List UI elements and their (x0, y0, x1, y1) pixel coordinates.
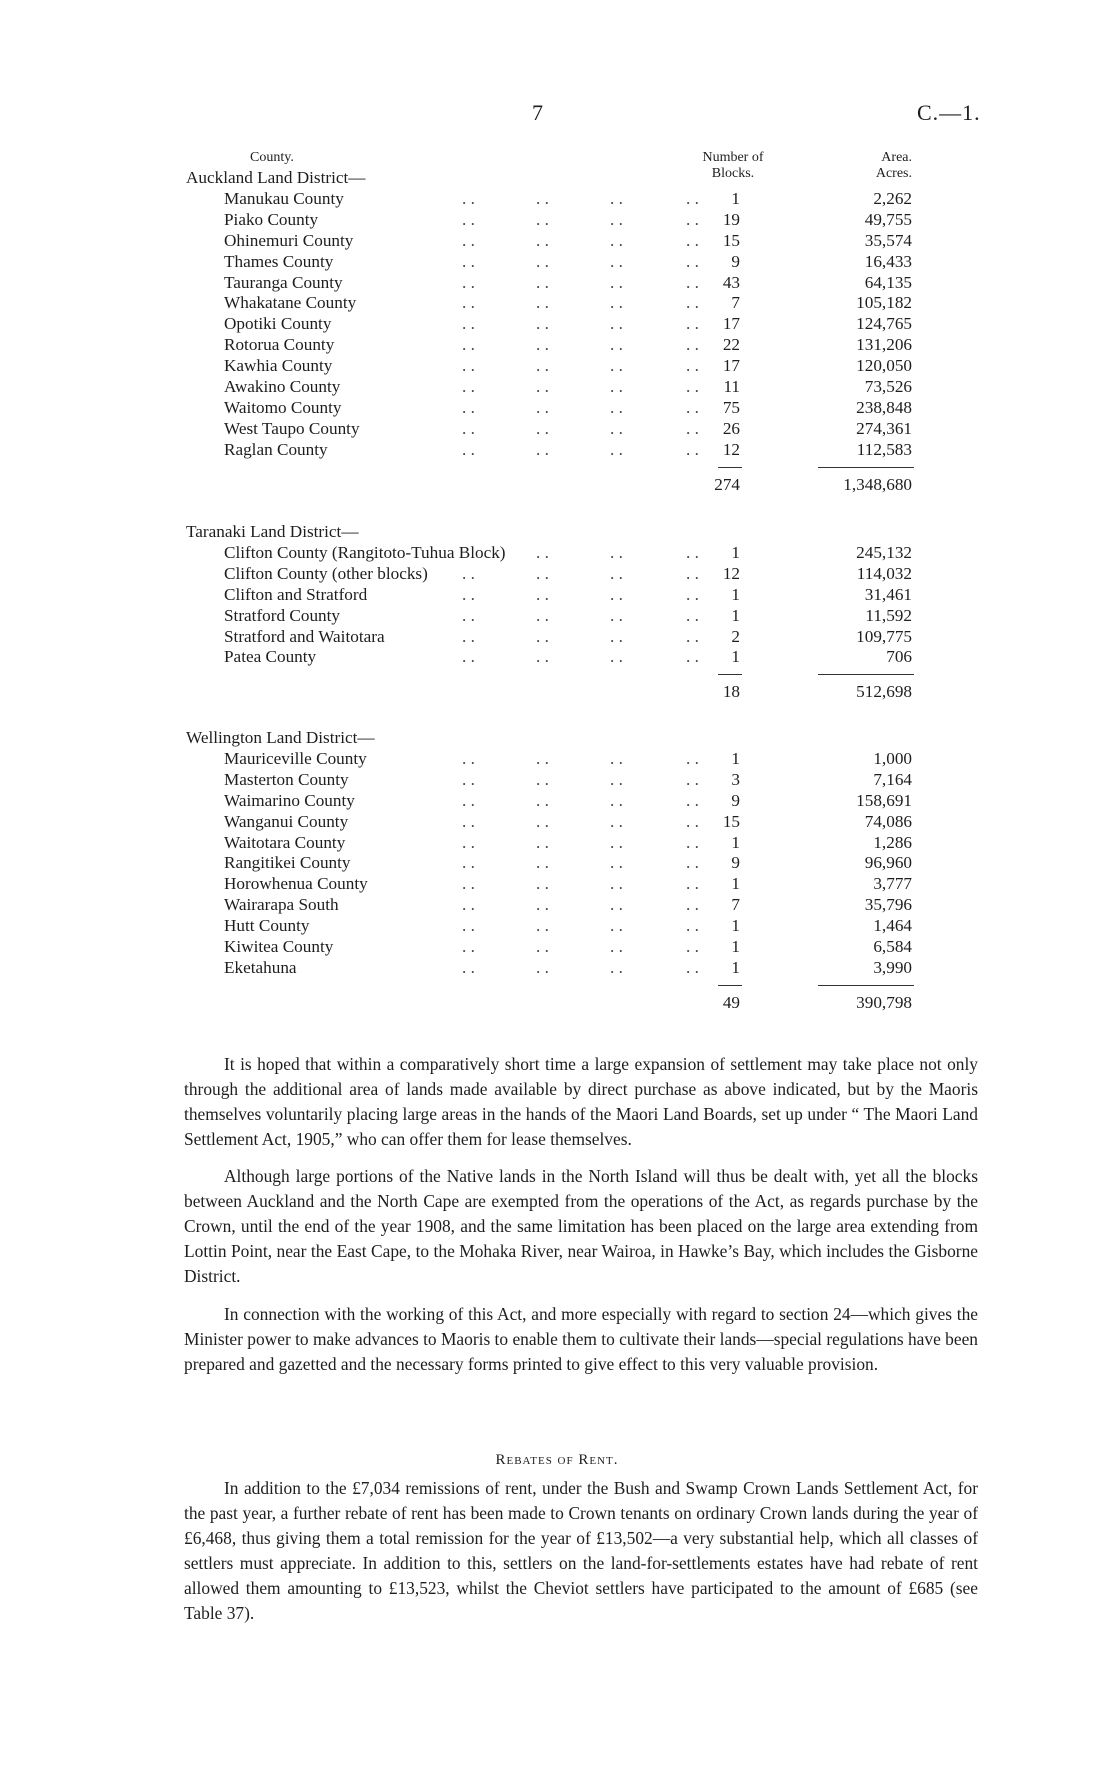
area-acres: 35,574 (864, 230, 912, 250)
table-row: Hutt County . . . . . . . . 1 1,464 (224, 916, 912, 936)
county-name: Waitomo County (224, 397, 342, 417)
area-acres: 274,361 (856, 418, 912, 438)
total-area: 390,798 (856, 992, 912, 1012)
area-acres: 109,775 (856, 626, 912, 646)
blocks-count: 1 (731, 832, 740, 852)
table-row: Tauranga County . . . . . . . . 43 64,135 (224, 272, 912, 292)
header-blocks-line2: Blocks. (711, 166, 755, 181)
table-row: Masterton County . . . . . . . . 3 7,164 (224, 769, 912, 789)
county-name: Awakino County (224, 377, 341, 396)
blocks-count: 43 (722, 272, 740, 292)
area-acres: 73,526 (864, 377, 912, 396)
district-heading: Auckland Land District— (186, 168, 366, 187)
rebates-paragraph (184, 1476, 978, 1626)
body-paragraph-text: In connection with the working of this Act, and more especially with regard to section 24—which gives the Minister power to make advances to Maoris to enable them to cultivate their lands—special regulations have been prepared and gazetted and the necessary forms printed to give effect to this very valuable provision. (184, 1304, 978, 1374)
table-row: Waitomo County . . . . . . . . 75 238,848 (224, 397, 912, 417)
body-paragraph (184, 1164, 978, 1289)
area-acres: 3,777 (873, 874, 912, 894)
county-name: Rangitikei County (224, 853, 351, 873)
rebates-paragraph-text: In addition to the £7,034 remissions of rent, under the Bush and Swamp Crown Lands Settlement Act, for the past year, a further rebate of rent has been made to Crown tenants on ordinary Crown lands during the year of £6,468, thus giving them a total remission for the year of £13,502—a very substantial help, which all classes of settlers must appreciate. In addition to this, settlers on the land-for-settlements estates have had rebate of rent allowed them amounting to £13,523, whilst the Cheviot settlers have participated to the amount of £685 (see Table 37). (184, 1478, 978, 1623)
area-acres: 1,464 (873, 916, 912, 936)
section-heading: Rebates of Rent. (495, 1452, 619, 1468)
county-name: Opotiki County (224, 314, 332, 334)
area-acres: 105,182 (856, 293, 912, 313)
area-acres: 245,132 (856, 542, 912, 562)
table-row: Awakino County . . . . . . . . 11 73,526 (224, 377, 912, 396)
county-name: Horowhenua County (224, 874, 368, 894)
area-acres: 96,960 (864, 853, 912, 873)
table-row: Clifton County (other blocks) . . . . . . . . 12 114,032 (224, 563, 912, 583)
county-name: Wanganui County (224, 811, 349, 831)
total-rule (718, 985, 742, 986)
county-name: Waimarino County (224, 790, 355, 810)
area-acres: 6,584 (873, 937, 912, 956)
total-rule (718, 467, 742, 468)
county-name: Stratford and Waitotara (224, 626, 385, 646)
blocks-count: 9 (731, 251, 740, 271)
county-name: Kiwitea County (224, 937, 334, 956)
total-row (0, 475, 1114, 495)
table-row: Kiwitea County . . . . . . . . 1 6,584 (224, 937, 912, 956)
county-name: Clifton and Stratford (224, 584, 368, 604)
area-acres: 49,755 (864, 209, 912, 229)
area-acres: 74,086 (864, 811, 912, 831)
area-acres: 114,032 (856, 563, 912, 583)
area-acres: 158,691 (856, 790, 912, 810)
county-name: Eketahuna (224, 957, 297, 977)
table-row: Waimarino County . . . . . . . . 9 158,691 (224, 790, 912, 810)
area-acres: 16,433 (864, 251, 912, 271)
table-row: Eketahuna . . . . . . . . 1 3,990 (224, 957, 912, 977)
total-row (0, 993, 1114, 1013)
blocks-count: 9 (731, 790, 740, 810)
county-name: Wairarapa South (224, 895, 339, 915)
blocks-count: 1 (731, 188, 740, 208)
area-acres: 238,848 (856, 397, 912, 417)
blocks-count: 3 (731, 769, 740, 789)
total-blocks: 274 (714, 474, 740, 494)
county-name: Thames County (224, 251, 334, 271)
blocks-count: 2 (731, 626, 740, 646)
blocks-count: 7 (731, 895, 740, 915)
county-name: Tauranga County (224, 272, 343, 292)
area-acres: 64,135 (864, 272, 912, 292)
total-area: 1,348,680 (843, 474, 912, 494)
blocks-count: 1 (731, 584, 740, 604)
blocks-count: 12 (722, 439, 740, 459)
blocks-count: 1 (731, 748, 740, 768)
blocks-count: 7 (731, 293, 740, 313)
county-name: Clifton County (Rangitoto-Tuhua Block) (224, 542, 506, 562)
county-name: Masterton County (224, 769, 349, 789)
table-row: Opotiki County . . . . . . . . 17 124,765 (224, 314, 912, 334)
blocks-count: 1 (731, 605, 740, 625)
table-row: Kawhia County . . . . . . . . 17 120,050 (224, 356, 912, 376)
county-name: Raglan County (224, 439, 328, 459)
total-row (0, 682, 1114, 702)
county-name: Piako County (224, 209, 319, 229)
blocks-count: 22 (722, 335, 740, 355)
table-row: Clifton County (Rangitoto-Tuhua Block) . . . . . . 1 245,132 (224, 542, 912, 562)
area-acres: 1,000 (873, 748, 912, 768)
body-paragraph-text: Although large portions of the Native lands in the North Island will thus be dealt with, yet all the blocks between Auckland and the North Cape are exempted from the operations of the Act, as regards purchase by the Crown, until the end of the year 1908, and the same limitation has been placed on the large area extending from Lottin Point, near the East Cape, to the Mohaka River, near Wairoa, in Hawke’s Bay, which includes the Gisborne District. (184, 1166, 978, 1286)
county-name: Waitotara County (224, 832, 346, 852)
county-name: Hutt County (224, 916, 310, 936)
table-row: Wairarapa South . . . . . . . . 7 35,796 (224, 895, 912, 915)
blocks-count: 9 (731, 853, 740, 873)
table-row: Wanganui County . . . . . . . . 15 74,086 (224, 811, 912, 831)
area-acres: 1,286 (873, 832, 912, 852)
blocks-count: 17 (722, 314, 740, 334)
area-acres: 2,262 (873, 188, 912, 208)
header-area-line2: Acres. (875, 166, 912, 181)
blocks-count: 19 (722, 209, 740, 229)
document-reference: C.—1. (917, 100, 981, 125)
county-name: Clifton County (other blocks) (224, 563, 428, 583)
county-name: Rotorua County (224, 335, 335, 355)
total-rule (818, 985, 914, 986)
total-area: 512,698 (856, 682, 912, 702)
county-name: Manukau County (224, 188, 344, 208)
table-row: Whakatane County . . . . . . . . 7 105,182 (224, 293, 912, 313)
blocks-count: 1 (731, 937, 740, 956)
header-area-line1: Area. (881, 150, 912, 165)
total-blocks: 18 (722, 682, 740, 702)
body-paragraph (184, 1302, 978, 1377)
area-acres: 131,206 (856, 335, 912, 355)
page-number: 7 (532, 100, 543, 125)
blocks-count: 1 (731, 916, 740, 936)
blocks-count: 15 (722, 811, 740, 831)
table-row: Mauriceville County . . . . . . . . 1 1,000 (224, 748, 912, 768)
county-name: Patea County (224, 647, 317, 667)
blocks-count: 1 (731, 957, 740, 977)
county-name: Stratford County (224, 605, 341, 625)
table-row: Stratford and Waitotara . . . . . . . . 2 109,775 (224, 626, 912, 646)
area-acres: 3,990 (873, 957, 912, 977)
table-row: Clifton and Stratford . . . . . . . . 1 31,461 (224, 584, 912, 604)
blocks-count: 1 (731, 542, 740, 562)
total-rule (718, 674, 742, 675)
blocks-count: 75 (722, 397, 740, 417)
table-row: West Taupo County . . . . . . . . 26 274,361 (224, 418, 912, 438)
table-row: Rotorua County . . . . . . . . 22 131,206 (224, 335, 912, 355)
table-row: Waitotara County . . . . . . . . 1 1,286 (224, 832, 912, 852)
blocks-count: 15 (722, 230, 740, 250)
header-blocks (688, 150, 778, 182)
blocks-count: 1 (731, 874, 740, 894)
header-county: County. (250, 150, 294, 165)
body-paragraph (184, 1052, 978, 1152)
district-heading: Taranaki Land District— (186, 522, 359, 541)
county-name: West Taupo County (224, 418, 360, 438)
body-paragraph-text: It is hoped that within a comparatively short time a large expansion of settlement may take place not only through the additional area of lands made available by direct purchase as above indicated, but by the Maoris themselves voluntarily placing large areas in the hands of the Maori Land Boards, set up under “ The Maori Land Settlement Act, 1905,” who can offer them for lease themselves. (184, 1054, 978, 1149)
blocks-count: 11 (723, 377, 740, 396)
area-acres: 35,796 (864, 895, 912, 915)
table-row: Piako County . . . . . . . . 19 49,755 (224, 209, 912, 229)
county-name: Kawhia County (224, 356, 333, 376)
blocks-count: 26 (722, 418, 740, 438)
county-name: Whakatane County (224, 293, 357, 313)
table-row: Manukau County . . . . . . . . 1 2,262 (224, 188, 912, 208)
county-name: Mauriceville County (224, 748, 367, 768)
area-acres: 7,164 (873, 769, 912, 789)
county-name: Ohinemuri County (224, 230, 354, 250)
table-row: Horowhenua County . . . . . . . . 1 3,777 (224, 874, 912, 894)
area-acres: 31,461 (864, 584, 912, 604)
blocks-count: 12 (722, 563, 740, 583)
table-row: Raglan County . . . . . . . . 12 112,583 (224, 439, 912, 459)
header-area (840, 150, 912, 182)
header-blocks-line1: Number of (702, 150, 764, 165)
total-rule (818, 674, 914, 675)
blocks-count: 1 (731, 647, 740, 667)
table-row: Thames County . . . . . . . . 9 16,433 (224, 251, 912, 271)
table-row: Ohinemuri County . . . . . . . . 15 35,574 (224, 230, 912, 250)
area-acres: 112,583 (856, 439, 912, 459)
area-acres: 120,050 (856, 356, 912, 376)
total-rule (818, 467, 914, 468)
district-heading: Wellington Land District— (186, 728, 375, 747)
table-row: Rangitikei County . . . . . . . . 9 96,960 (224, 853, 912, 873)
area-acres: 124,765 (856, 314, 912, 334)
table-row: Patea County . . . . . . . . 1 706 (224, 647, 912, 667)
blocks-count: 17 (722, 356, 740, 376)
table-row: Stratford County . . . . . . . . 1 11,592 (224, 605, 912, 625)
total-blocks: 49 (722, 992, 740, 1012)
area-acres: 706 (886, 647, 912, 667)
area-acres: 11,592 (865, 605, 912, 625)
